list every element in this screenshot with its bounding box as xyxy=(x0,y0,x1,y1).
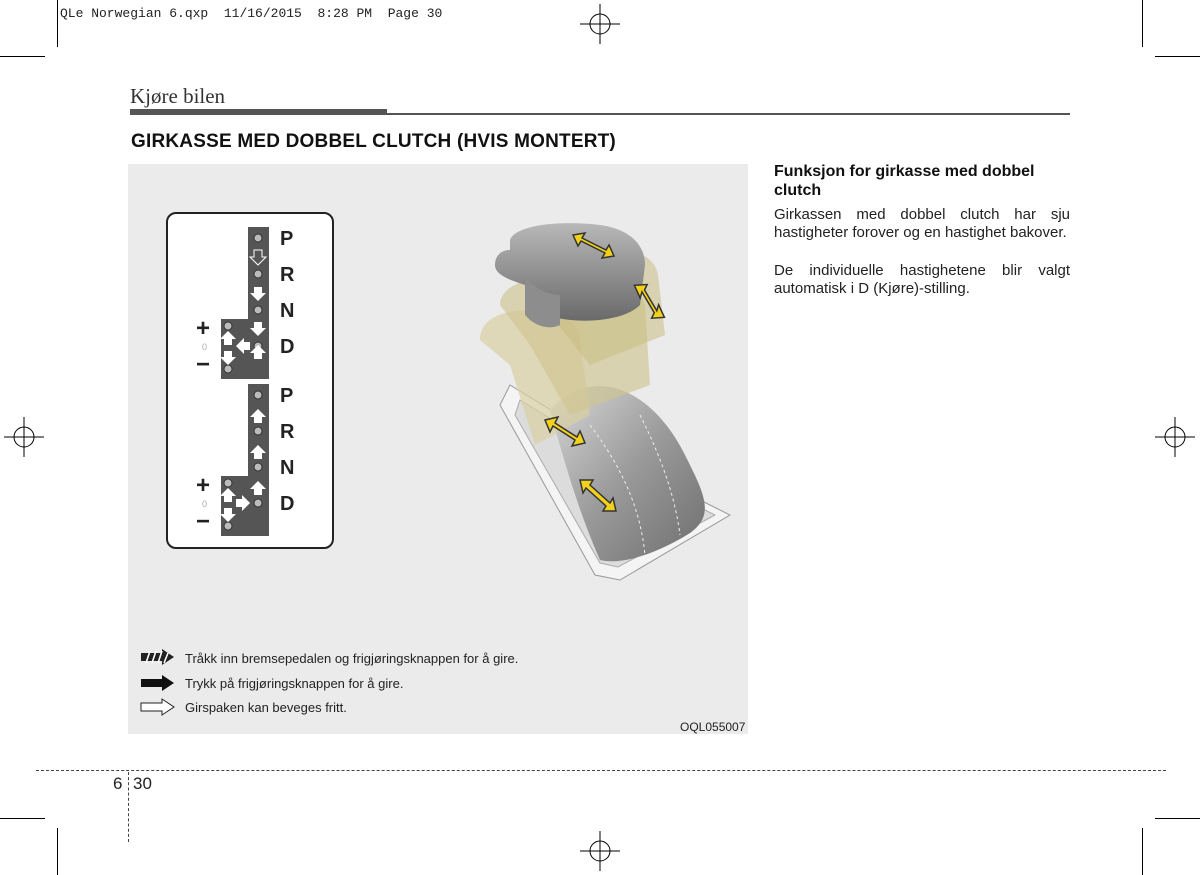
figure-code: OQL055007 xyxy=(680,720,746,734)
lower-gear-r: R xyxy=(280,421,295,443)
upper-gear-d: D xyxy=(280,336,295,358)
solid-arrow-icon xyxy=(140,674,176,692)
legend-item-free-move: Girspaken kan beveges fritt. xyxy=(185,700,347,715)
header-rule xyxy=(387,113,1070,115)
upper-plus-sign: + xyxy=(196,315,211,342)
footer-rule xyxy=(36,770,1166,771)
slug-time: 8:28 PM xyxy=(317,6,373,21)
sidebar-paragraph-2: De individuelle hastighetene blir valgt automatisk i D (Kjøre)-stilling. xyxy=(774,262,1070,297)
lower-minus-sign: − xyxy=(196,508,211,535)
slug-page: Page 30 xyxy=(387,6,443,21)
legend-item-release-button: Trykk på frigjøringsknappen for å gire. xyxy=(185,676,404,691)
upper-zero: 0 xyxy=(202,342,208,352)
lower-gear-p: P xyxy=(280,385,294,407)
slug-date: 11/16/2015 xyxy=(223,6,302,21)
shift-pattern-diagram xyxy=(166,212,334,549)
page-number: 30 xyxy=(133,774,152,793)
sidebar-heading: Funksjon for girkasse med dobbel clutch xyxy=(774,163,1035,199)
upper-gear-r: R xyxy=(280,264,295,286)
upper-gear-p: P xyxy=(280,228,294,250)
upper-gear-n: N xyxy=(280,300,295,322)
upper-minus-sign: − xyxy=(196,351,211,378)
section-header: Kjøre bilen xyxy=(130,84,226,108)
legend-item-brake-release: Tråkk inn bremsepedalen og frigjøringsknappen for å gire. xyxy=(185,651,519,666)
gear-shifter-illustration xyxy=(440,215,740,585)
footer-divider xyxy=(128,772,129,842)
lower-gear-d: D xyxy=(280,493,295,515)
slug-file: QLe Norwegian 6.qxp xyxy=(60,6,209,21)
shift-gate-graphics xyxy=(166,212,334,549)
outline-arrow-icon xyxy=(140,698,176,716)
header-bar xyxy=(130,109,387,115)
lower-zero: 0 xyxy=(202,499,208,509)
page-title: GIRKASSE MED DOBBEL CLUTCH (HVIS MONTERT) xyxy=(131,131,616,152)
sidebar-paragraph-1: Girkassen med dobbel clutch har sju hastigheter forover og en hastighet bakover. xyxy=(774,206,1070,241)
lower-plus-sign: + xyxy=(196,472,211,499)
hatched-arrow-icon xyxy=(140,648,176,666)
lower-gear-n: N xyxy=(280,457,295,479)
chapter-number: 6 xyxy=(113,774,123,793)
